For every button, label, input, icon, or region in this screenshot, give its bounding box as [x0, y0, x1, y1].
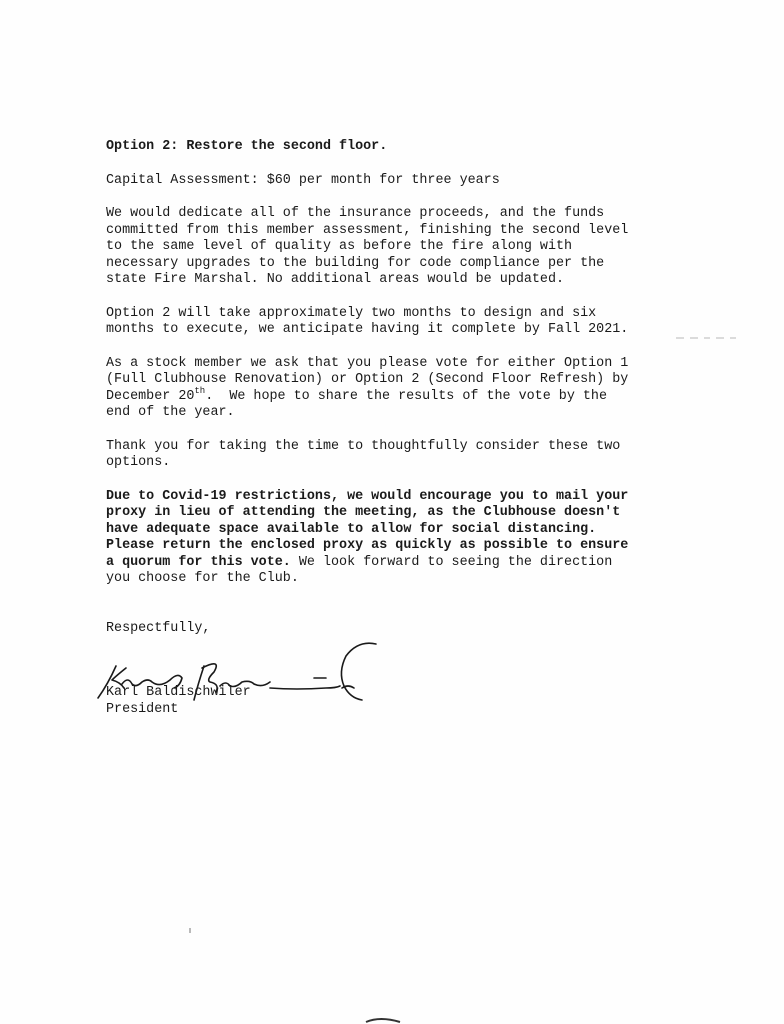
scan-artifact-bottom [360, 1014, 420, 1024]
thank-you-paragraph: Thank you for taking the time to thoughtfully consider these two options. [106, 438, 621, 470]
covid-bold-text: Due to Covid-19 restrictions, we would encourage you to mail your proxy in lieu of attending the meeting, as the Clubhouse doesn't have adequate space available to allow for social distancing. Please return the enclosed proxy as quickly as possible to ensure a quorum for this vote. [106, 488, 629, 570]
date-superscript: th [194, 385, 206, 396]
scan-artifact [676, 334, 746, 342]
capital-assessment: Capital Assessment: $60 per month for three years [106, 172, 500, 188]
option2-timeline: Option 2 will take approximately two months to design and six months to execute, we anticipate having it complete by Fall 2021. [106, 305, 629, 337]
vote-request-text: As a stock member we ask that you please vote for either Option 1 (Full Clubhouse Renovation) or Option 2 (Second Floor Refresh) by December 20 [106, 355, 629, 404]
signer-name: Karl Baldischwiler [106, 685, 251, 700]
scan-speck [188, 928, 192, 934]
letter-body [106, 139, 706, 718]
covid-normal-text: We look forward to seeing the direction you choose for the Club. [106, 554, 613, 586]
option2-heading: Option 2: Restore the second floor. [106, 139, 388, 154]
vote-request-text-end: . We hope to share the results of the vote by the end of the year. [106, 388, 608, 420]
vote-request [106, 356, 706, 422]
option2-description: We would dedicate all of the insurance proceeds, and the funds committed from this member assessment, finishing the second level to the same level of quality as before the fire along with necessary upgrades to the building for code compliance per the state Fire Marshal. No additional areas would be updated. [106, 206, 629, 287]
signer-title: President [106, 701, 179, 717]
closing: Respectfully, [106, 620, 211, 636]
covid-paragraph [106, 489, 706, 588]
signature [86, 636, 386, 716]
